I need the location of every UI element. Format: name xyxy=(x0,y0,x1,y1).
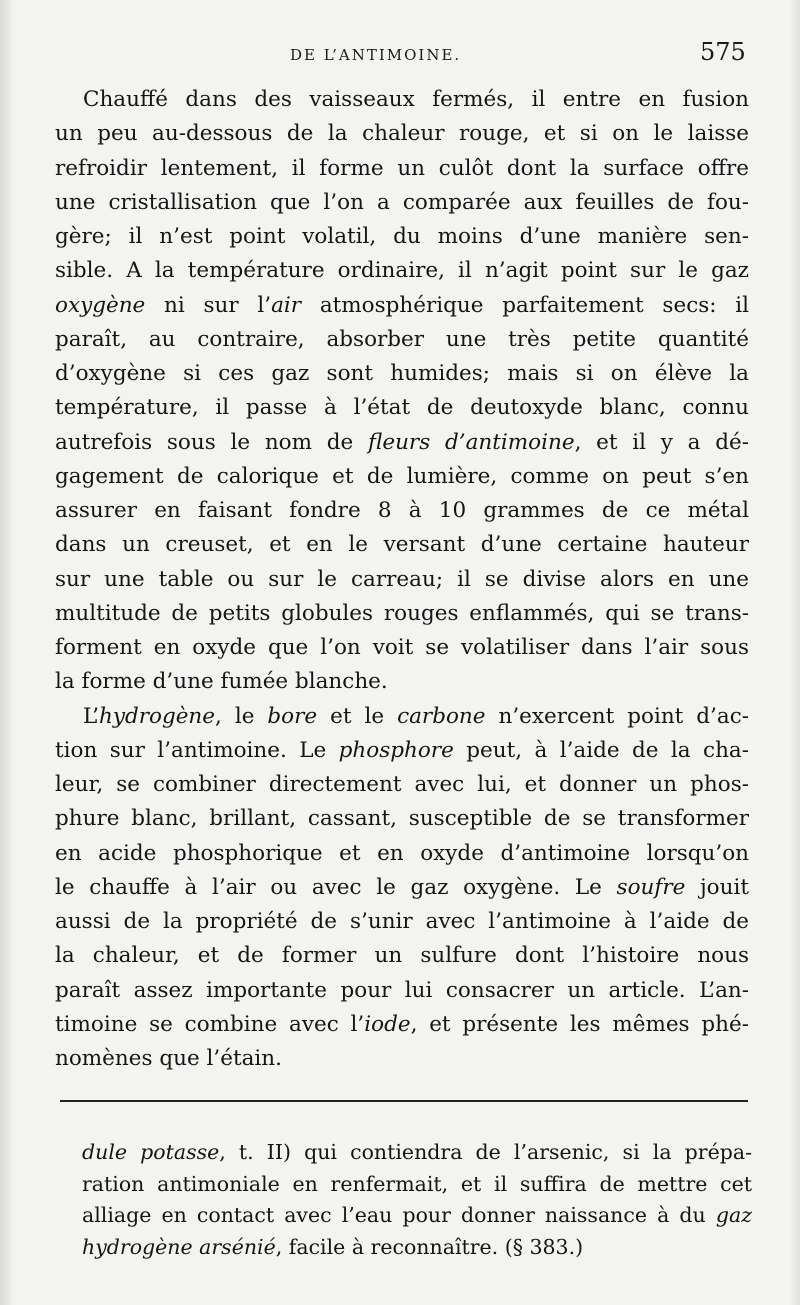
text-run: air xyxy=(271,292,302,318)
text-run: L’ xyxy=(83,703,99,729)
text-run: , et il y a dé- xyxy=(574,429,749,455)
text-run: n’exercent point d’ac- xyxy=(485,703,749,729)
text-run: , t. II) qui contiendra de l’arsenic, si la prépa- xyxy=(219,1140,752,1164)
text-run: phure blanc, brillant, cassant, susceptible de se transformer xyxy=(55,806,749,832)
text-run: un peu au-dessous de la chaleur rouge, et si on le laisse xyxy=(55,121,749,147)
text-run: le chauffe à l’air ou avec le gaz oxygène. Le xyxy=(55,874,617,900)
text-run: sur une table ou sur le carreau; il se divise alors en une xyxy=(55,566,749,592)
footnote-line xyxy=(82,1234,752,1261)
text-run: phosphore xyxy=(338,737,454,763)
footnote-line xyxy=(82,1139,752,1166)
text-run: , le xyxy=(215,703,268,729)
text-run: paraît assez importante pour lui consacrer un article. L’an- xyxy=(55,977,749,1003)
text-run: nomènes que l’étain. xyxy=(55,1046,282,1071)
text-run: gaz xyxy=(715,1203,752,1227)
text-run: Chauffé dans des vaisseaux fermés, il entre en fusion xyxy=(83,87,749,112)
text-run: hydrogène xyxy=(98,703,216,729)
text-run: leur, se combiner directement avec lui, et donner un phos- xyxy=(55,772,749,797)
text-run: la forme d’une fumée blanche. xyxy=(55,669,388,695)
text-run: peut, à l’aide de la cha- xyxy=(453,737,749,763)
text-run: soufre xyxy=(616,874,686,900)
footnote-line xyxy=(82,1202,752,1229)
text-run: ration antimoniale en renfermait, et il suffira de mettre cet xyxy=(82,1171,752,1196)
text-run: gagement de calorique et de lumière, comme on peut s’en xyxy=(55,463,749,489)
text-run: la chaleur, et de former un sulfure dont l’histoire nous xyxy=(55,943,749,969)
text-run: tion sur l’antimoine. Le xyxy=(55,737,339,763)
text-run: d’oxygène si ces gaz sont humides; mais si on élève la xyxy=(55,361,749,386)
text-run: température, il passe à l’état de deutoxyde blanc, connu xyxy=(55,395,749,421)
text-run: , et présente les mêmes phé- xyxy=(410,1011,749,1037)
text-run: forment en oxyde que l’on voit se volatiliser dans l’air sous xyxy=(55,635,749,660)
text-run: assurer en faisant fondre 8 à 10 grammes de ce métal xyxy=(55,498,749,523)
text-run: une cristallisation que l’on a comparée aux feuilles de fou- xyxy=(55,189,749,215)
text-run: jouit xyxy=(685,874,749,900)
text-run: ni sur l’ xyxy=(145,292,272,318)
text-run: timoine se combine avec l’ xyxy=(55,1011,365,1037)
text-run: aussi de la propriété de s’unir avec l’antimoine à l’aide de xyxy=(55,909,749,934)
text-run: carbone xyxy=(397,703,486,729)
text-run: oxygène xyxy=(55,292,146,318)
text-run: dule potasse xyxy=(82,1140,220,1164)
text-run: bore xyxy=(267,703,318,729)
text-run: fleurs d’antimoine xyxy=(368,429,575,455)
running-head: DE L’ANTIMOINE. xyxy=(290,46,462,64)
text-run: autrefois sous le nom de xyxy=(55,429,369,455)
text-run: et le xyxy=(317,703,398,729)
text-run: paraît, au contraire, absorber une très petite quantité xyxy=(55,326,749,352)
text-run: , facile à reconnaître. (§ 383.) xyxy=(275,1234,584,1259)
text-run: atmosphérique parfaitement secs: il xyxy=(301,292,749,318)
text-run: sible. A la température ordinaire, il n’agit point sur le gaz xyxy=(55,258,749,284)
text-run: gère; il n’est point volatil, du moins d’une manière sen- xyxy=(55,224,749,249)
footnote-line xyxy=(82,1171,752,1198)
text-run: hydrogène arsénié xyxy=(82,1234,276,1259)
text-run: alliage en contact avec l’eau pour donner naissance à du xyxy=(82,1203,716,1227)
text-run: refroidir lentement, il forme un culôt dont la surface offre xyxy=(55,155,749,181)
text-run: en acide phosphorique et en oxyde d’antimoine lorsqu’on xyxy=(55,840,749,866)
text-run: multitude de petits globules rouges enflammés, qui se trans- xyxy=(55,600,749,626)
text-run: iode xyxy=(364,1011,411,1037)
text-run: dans un creuset, et en le versant d’une certaine hauteur xyxy=(55,532,749,558)
page-number: 575 xyxy=(700,38,746,66)
